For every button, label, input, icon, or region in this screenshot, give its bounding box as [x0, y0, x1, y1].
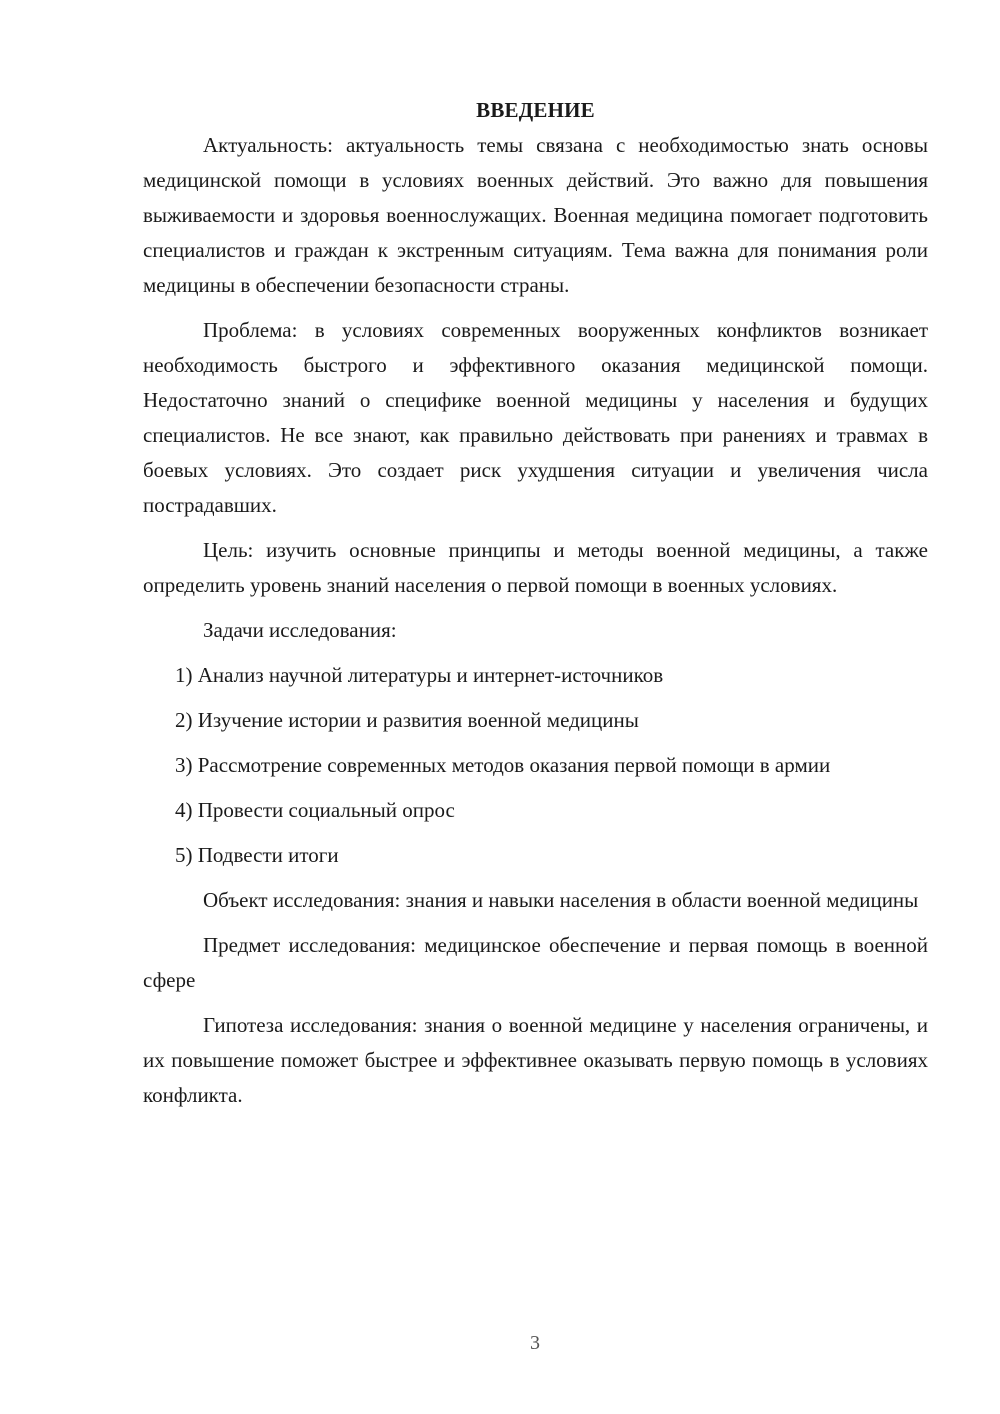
goal-paragraph: Цель: изучить основные принципы и методы военной медицины, а также определить уровень знаний населения о первой помощи в военных условиях. [143, 538, 928, 597]
task-item: 3) Рассмотрение современных методов оказания первой помощи в армии [175, 753, 831, 777]
relevance-paragraph: Актуальность: актуальность темы связана с необходимостью знать основы медицинской помощи в условиях военных действий. Это важно для повышения выживаемости и здоровья военнослужащих. Военная медицина помогает подготовить специалистов и граждан к экстренным ситуациям. Тема важна для понимания роли медицины в обеспечении безопасности страны. [143, 133, 928, 297]
task-item: 2) Изучение истории и развития военной медицины [175, 708, 639, 732]
page-number: 3 [530, 1332, 540, 1354]
task-item: 1) Анализ научной литературы и интернет-источников [175, 663, 664, 687]
problem-paragraph: Проблема: в условиях современных вооруженных конфликтов возникает необходимость быстрого и эффективного оказания медицинской помощи. Недостаточно знаний о специфике военной медицины у населения и будущих специалистов. Не все знают, как правильно действовать при ранениях и травмах в боевых условиях. Это создает риск ухудшения ситуации и увеличения числа пострадавших. [143, 318, 928, 517]
subject-paragraph: Предмет исследования: медицинское обеспечение и первая помощь в военной сфере [143, 933, 928, 992]
task-item: 5) Подвести итоги [175, 843, 339, 867]
section-heading: ВВЕДЕНИЕ [476, 98, 595, 122]
tasks-title: Задачи исследования: [203, 618, 397, 642]
hypothesis-paragraph: Гипотеза исследования: знания о военной медицине у населения ограничены, и их повышение поможет быстрее и эффективнее оказывать первую помощь в условиях конфликта. [143, 1013, 928, 1107]
task-item: 4) Провести социальный опрос [175, 798, 455, 822]
object-paragraph: Объект исследования: знания и навыки населения в области военной медицины [203, 888, 919, 912]
document-page [143, 93, 928, 1113]
